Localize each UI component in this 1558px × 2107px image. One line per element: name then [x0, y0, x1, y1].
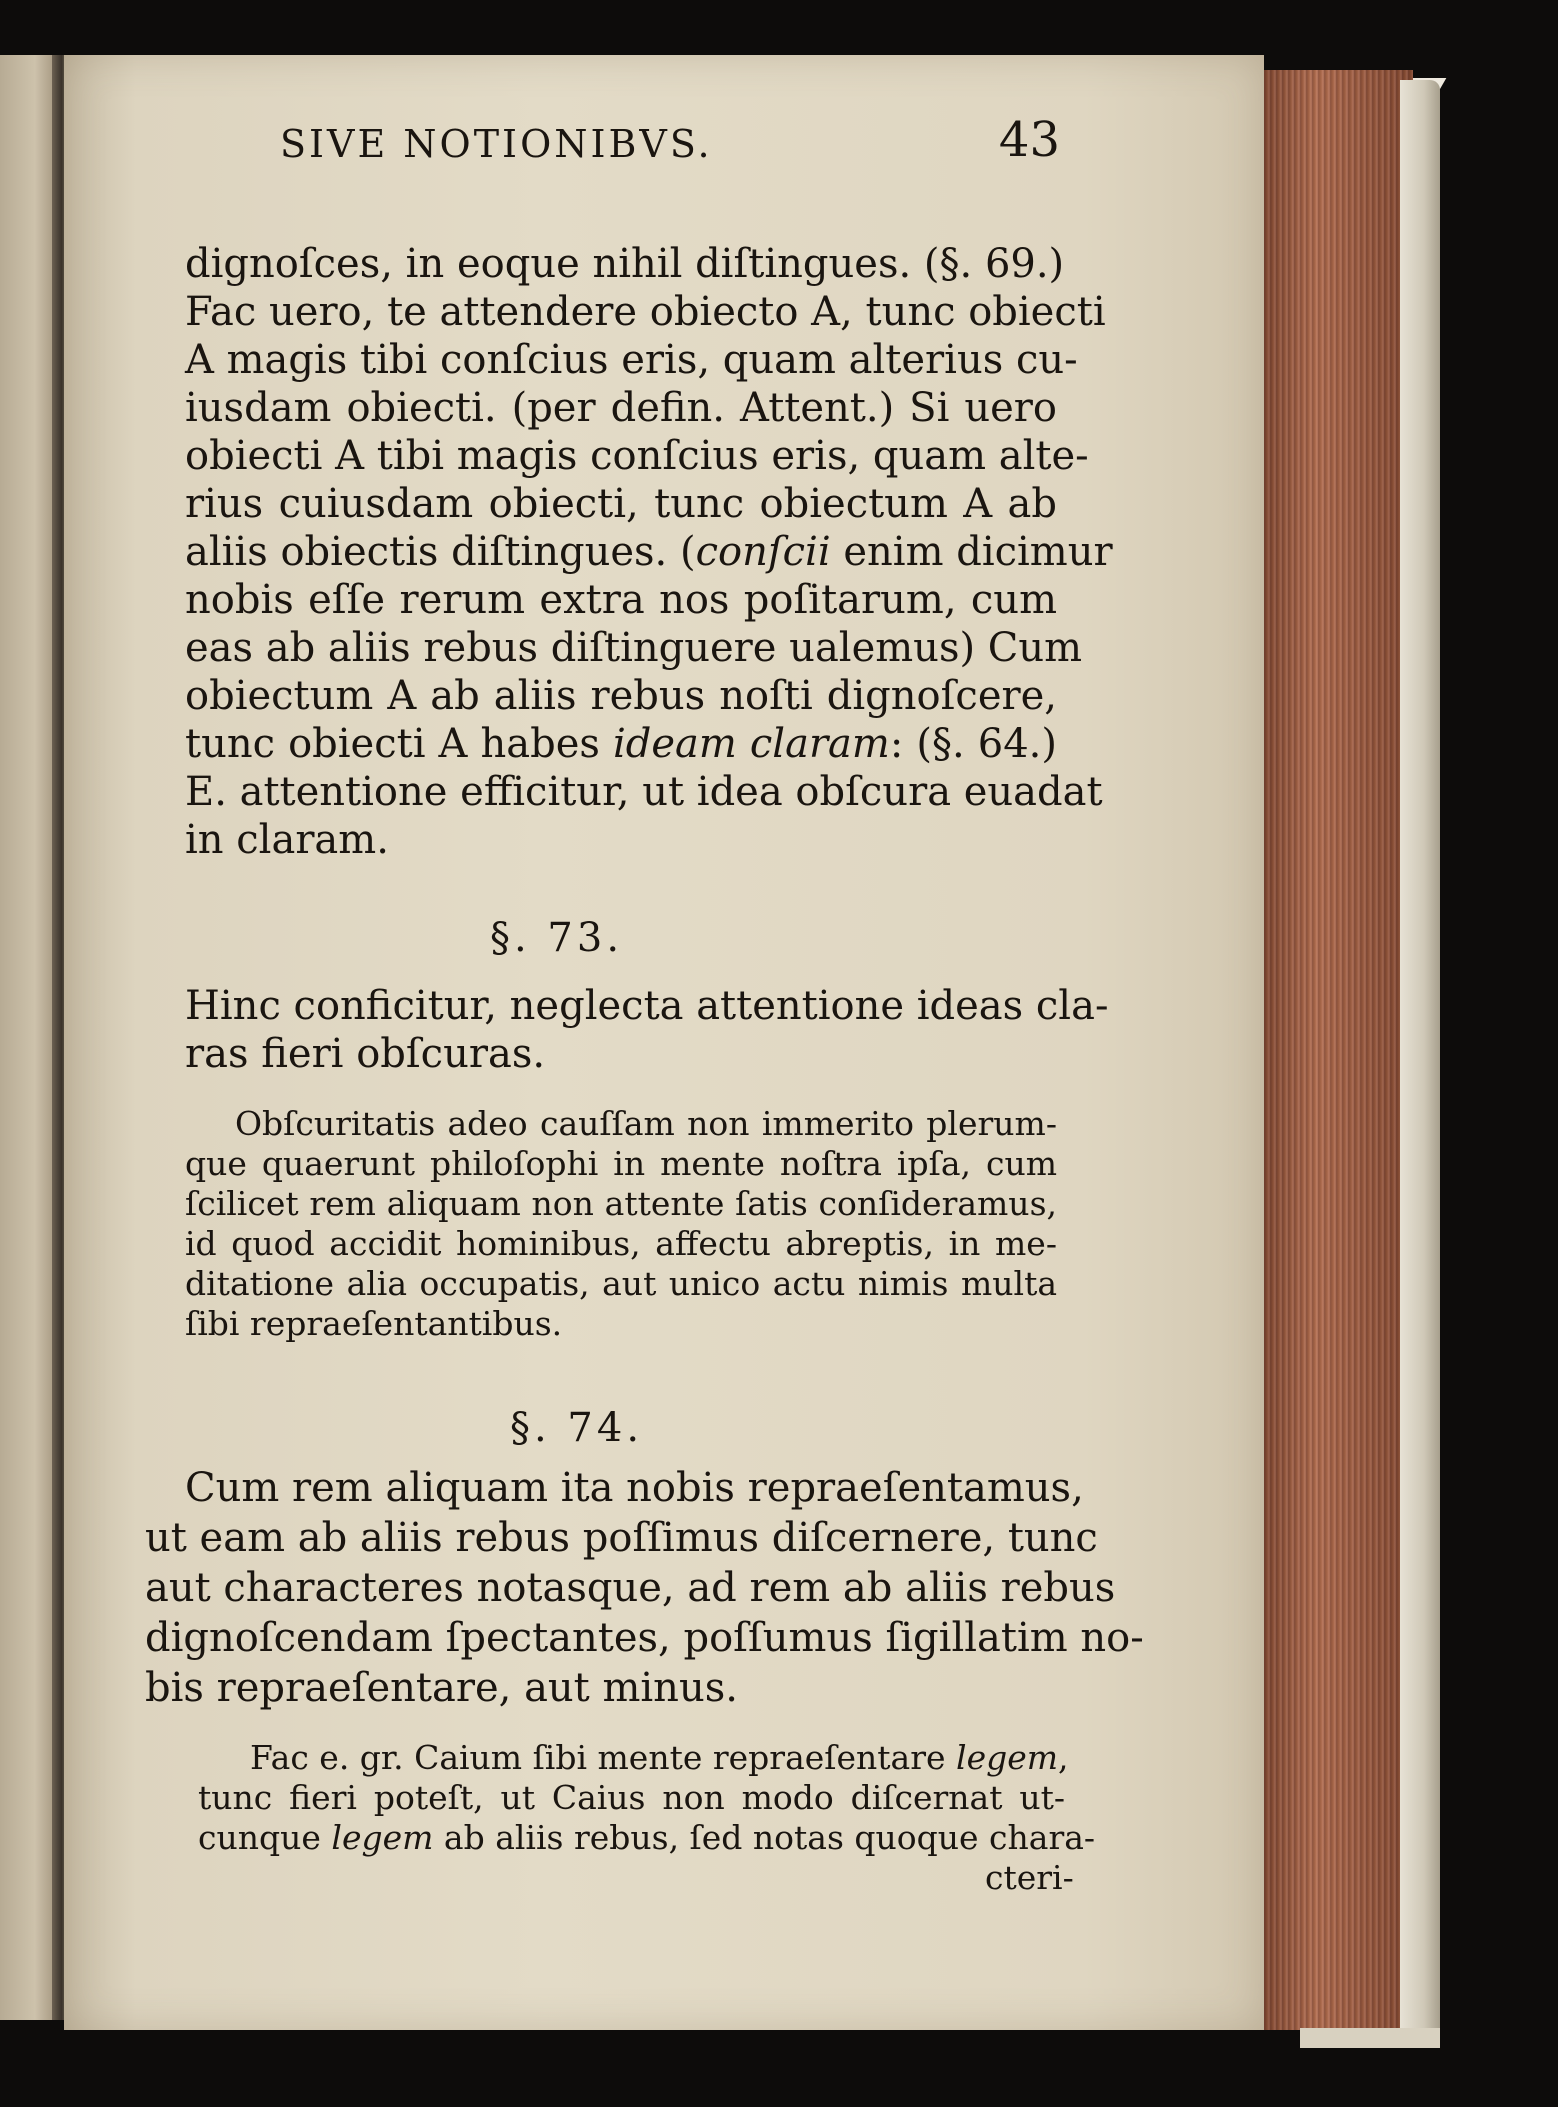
text-line: E. attentione efficitur, ut idea obſcura euadat [185, 769, 1103, 815]
note-line: Fac e. gr. Caium ſibi mente repraeſentare legem, [250, 1738, 1069, 1777]
text-line: A magis tibi conſcius eris, quam alterius cu- [185, 337, 1078, 383]
text-line: dignoſcendam ſpectantes, poſſumus ſigillatim no- [145, 1615, 1144, 1661]
page-number: 43 [998, 112, 1060, 168]
text-line: ras fieri obſcuras. [185, 1031, 546, 1077]
text-line: in claram. [185, 817, 389, 863]
text-line: ut eam ab aliis rebus poſſimus diſcernere, tunc [145, 1515, 1098, 1561]
section-heading: §. 73. [490, 915, 624, 961]
italic-term: legem [331, 1818, 434, 1857]
italic-term: ideam claram [612, 721, 890, 767]
text-line: nobis eſſe rerum extra nos poſitarum, cum [185, 577, 1057, 623]
text-line: Fac uero, te attendere obiecto A, tunc obiecti [185, 289, 1106, 335]
section-heading: §. 74. [510, 1405, 644, 1451]
note-line: que quaerunt philoſophi in mente noſtra ipſa, cum [185, 1144, 1057, 1183]
italic-term: conſcii [695, 529, 831, 575]
italic-term: legem [956, 1738, 1059, 1777]
text-line: tunc obiecti A habes ideam claram: (§. 64.) [185, 721, 1057, 767]
note-line: ditatione alia occupatis, aut unico actu nimis multa [185, 1264, 1057, 1303]
text-line: rius cuiusdam obiecti, tunc obiectum A ab [185, 481, 1057, 527]
text-line: eas ab aliis rebus diſtinguere ualemus) Cum [185, 625, 1083, 671]
text-line: aliis obiectis diſtingues. (conſcii enim dicimur [185, 529, 1113, 575]
text-line: bis repraeſentare, aut minus. [145, 1665, 738, 1711]
text-line: Cum rem aliquam ita nobis repraeſentamus, [185, 1465, 1084, 1511]
note-line: ſibi repraeſentantibus. [185, 1304, 563, 1343]
page-header [280, 112, 1060, 182]
note-line: tunc fieri poteſt, ut Caius non modo diſcernat ut- [198, 1778, 1065, 1817]
text-line: dignoſces, in eoque nihil diſtingues. (§. 69.) [185, 241, 1065, 287]
note-line: cunque legem ab aliis rebus, ſed notas quoque chara- [198, 1818, 1096, 1857]
text-line: obiectum A ab aliis rebus noſti dignoſcere, [185, 673, 1057, 719]
catchword: cteri- [985, 1858, 1074, 1897]
note-line: ſcilicet rem aliquam non attente ſatis conſideramus, [185, 1184, 1057, 1223]
note-line: Obſcuritatis adeo cauſſam non immerito plerum- [235, 1104, 1057, 1143]
text-line: aut characteres notasque, ad rem ab aliis rebus [145, 1565, 1116, 1611]
text-line: Hinc conficitur, neglecta attentione ideas cla- [185, 983, 1109, 1029]
running-title: SIVE NOTIONIBVS. [280, 122, 713, 166]
text-line: obiecti A tibi magis conſcius eris, quam alte- [185, 433, 1089, 479]
note-line: id quod accidit hominibus, affectu abreptis, in me- [185, 1224, 1057, 1263]
text-line: iusdam obiecti. (per defin. Attent.) Si uero [185, 385, 1057, 431]
